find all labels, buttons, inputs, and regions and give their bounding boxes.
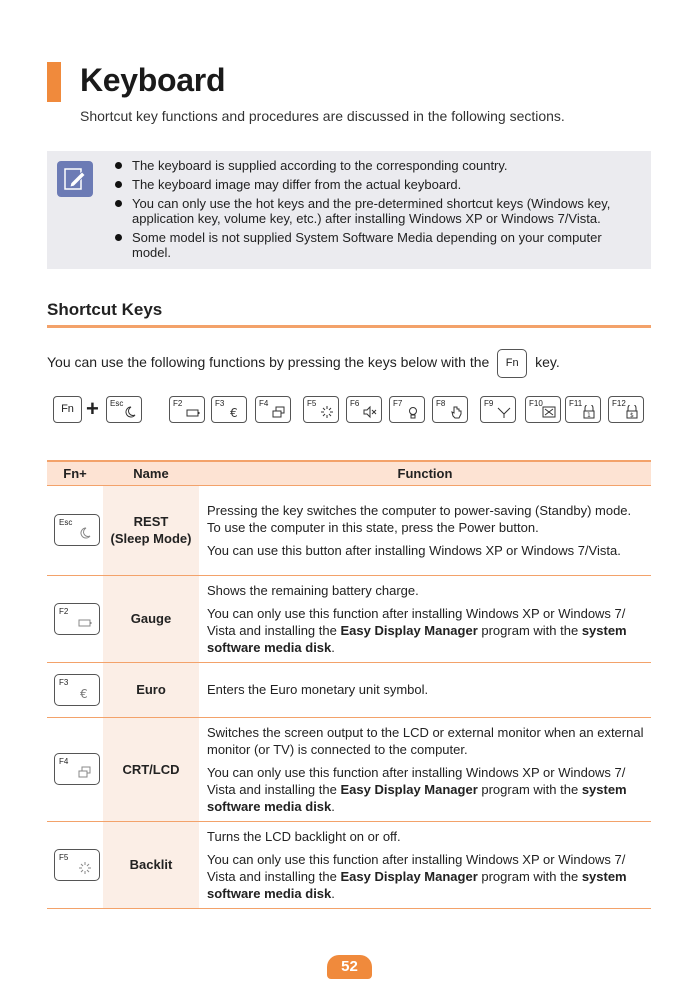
table-row: [47, 717, 651, 821]
function-cell: [199, 717, 651, 821]
key-label: F2: [173, 399, 183, 408]
shortcut-table: [47, 460, 651, 909]
section-title: Shortcut Keys: [47, 300, 163, 319]
key-label: F3: [215, 399, 225, 408]
row-name-sub: (Sleep Mode): [110, 531, 192, 546]
f11-key: [565, 396, 601, 423]
svg-text:1: 1: [587, 412, 591, 419]
f12-key: [608, 396, 644, 423]
note-item: The keyboard is supplied according to the corresponding country.: [113, 158, 633, 173]
header-name: Name: [103, 461, 199, 485]
backlight-icon: [320, 405, 334, 419]
function-text: Enters the Euro monetary unit symbol.: [207, 682, 429, 697]
key-label: F8: [436, 399, 446, 408]
intro-text: [47, 349, 560, 378]
touchpad-hand-icon: [449, 405, 463, 419]
f8-key: [432, 396, 468, 423]
title-accent-bar: [47, 62, 61, 102]
page-title: Keyboard: [80, 62, 226, 98]
f2-key: [169, 396, 205, 423]
key-label: F9: [484, 399, 494, 408]
key-cell: [47, 485, 103, 575]
header-function: Function: [199, 461, 651, 485]
header-fn: Fn+: [47, 461, 103, 485]
function-cell: [199, 485, 651, 575]
euro-icon: [78, 686, 92, 700]
note-box: [47, 151, 651, 269]
function-cell: [199, 821, 651, 908]
svg-text:€: €: [230, 406, 238, 419]
f10-key: [525, 396, 561, 423]
svg-text:$: $: [630, 412, 634, 419]
text-run: .: [331, 639, 335, 655]
key-label: F5: [307, 399, 317, 408]
row-name: Gauge: [130, 611, 172, 626]
wireless-icon: [497, 405, 511, 419]
function-text: Pressing the key switches the computer to power-saving (Standby) mode. To use the computer in this state, press the Power button.: [207, 502, 632, 535]
f7-key: [389, 396, 425, 423]
bold-run: Easy Display Manager: [340, 781, 478, 797]
f3-key: [54, 674, 100, 706]
bold-run: system software media disk: [207, 781, 627, 814]
row-name: Euro: [136, 682, 166, 697]
key-label: F12: [612, 399, 626, 408]
note-item: Some model is not supplied System Software Media depending on your computer model.: [113, 230, 633, 260]
name-cell: [103, 662, 199, 717]
moon-icon: [123, 405, 137, 419]
f6-key: [346, 396, 382, 423]
table-row: [47, 575, 651, 662]
key-label: F3: [59, 677, 69, 687]
f2-key: [54, 603, 100, 635]
f5-key: [303, 396, 339, 423]
fn-key: [53, 396, 82, 423]
key-label: F4: [59, 757, 69, 766]
key-label: Esc: [110, 399, 124, 408]
key-label: Esc: [59, 518, 73, 527]
svg-text:€: €: [80, 686, 88, 700]
esc-key: [106, 396, 142, 423]
mute-icon: [363, 405, 377, 419]
text-run: You can only use this function after installing Windows XP or Windows 7/ Vista and installing the: [207, 764, 626, 797]
scroll-lock-icon: [625, 405, 639, 419]
key-label: F2: [59, 606, 69, 616]
bold-run: system software media disk: [207, 868, 627, 901]
text-run: You can only use this function after installing Windows XP or Windows 7/ Vista and installing the: [207, 605, 626, 638]
text-run: .: [331, 798, 335, 814]
function-text: [207, 764, 647, 815]
euro-icon: [228, 405, 242, 419]
f4-key: [255, 396, 291, 423]
num-lock-icon: [582, 405, 596, 419]
function-text: [207, 851, 647, 902]
f3-key: [211, 396, 247, 423]
battery-icon: [78, 615, 92, 629]
bold-run: Easy Display Manager: [340, 622, 478, 638]
plus-sign: +: [86, 396, 99, 421]
function-text: Turns the LCD backlight on or off.: [207, 828, 401, 844]
key-cell: [47, 717, 103, 821]
name-cell: [103, 485, 199, 575]
esc-key: [54, 514, 100, 546]
table-header-row: [47, 461, 651, 485]
touchpad-off-icon: [542, 405, 556, 419]
backlight-icon: [78, 861, 92, 875]
key-label: F4: [259, 399, 269, 408]
key-cell: [47, 575, 103, 662]
function-cell: [199, 662, 651, 717]
battery-icon: [186, 405, 200, 419]
intro-before: You can use the following functions by pressing the keys below with the: [47, 354, 490, 371]
name-cell: [103, 821, 199, 908]
row-name: CRT/LCD: [122, 761, 180, 777]
text-run: You can only use this function after installing Windows XP or Windows 7/ Vista and installing the: [207, 851, 626, 884]
bulb-icon: [406, 405, 420, 419]
f9-key: [480, 396, 516, 423]
bold-run: Easy Display Manager: [340, 868, 478, 884]
intro-after: key.: [535, 354, 560, 371]
key-cell: [47, 821, 103, 908]
key-label: F7: [393, 399, 403, 408]
section-divider: [47, 325, 651, 328]
key-cell: [47, 662, 103, 717]
note-pencil-icon: [57, 161, 93, 197]
key-label: F11: [569, 399, 583, 408]
note-list: [113, 158, 633, 264]
page-number: 52: [327, 955, 372, 979]
dual-monitor-icon: [78, 765, 92, 779]
function-text: Switches the screen output to the LCD or external monitor when an external monitor (or TV) is connected to the computer.: [207, 724, 644, 757]
text-run: .: [331, 885, 335, 901]
bold-run: system software media disk: [207, 622, 627, 655]
dual-monitor-icon: [272, 405, 286, 419]
f4-key: [54, 753, 100, 785]
function-text: You can use this button after installing Windows XP or Windows 7/Vista.: [207, 542, 621, 558]
moon-icon: [78, 526, 92, 540]
row-name: REST: [133, 514, 169, 529]
function-text: Shows the remaining battery charge.: [207, 582, 419, 598]
text-run: program with the: [477, 868, 582, 884]
row-name: Backlit: [129, 857, 173, 872]
table-row: [47, 821, 651, 908]
function-cell: [199, 575, 651, 662]
key-label: Fn: [61, 403, 74, 415]
table-row: [47, 485, 651, 575]
key-label: F10: [529, 399, 543, 408]
text-run: program with the: [477, 781, 582, 797]
key-label: F6: [350, 399, 360, 408]
name-cell: [103, 717, 199, 821]
table-row: [47, 662, 651, 717]
text-run: program with the: [477, 622, 582, 638]
name-cell: [103, 575, 199, 662]
note-item: The keyboard image may differ from the actual keyboard.: [113, 177, 633, 192]
page-subtitle: Shortcut key functions and procedures are discussed in the following sections.: [80, 108, 565, 124]
fn-key-inline: Fn: [497, 349, 527, 378]
f5-key: [54, 849, 100, 881]
function-text: [207, 605, 647, 656]
note-item: You can only use the hot keys and the pre-determined shortcut keys (Windows key, application key, volume key, etc.) after installing Windows XP or Windows 7/Vista.: [113, 196, 633, 226]
key-label: F5: [59, 852, 69, 862]
